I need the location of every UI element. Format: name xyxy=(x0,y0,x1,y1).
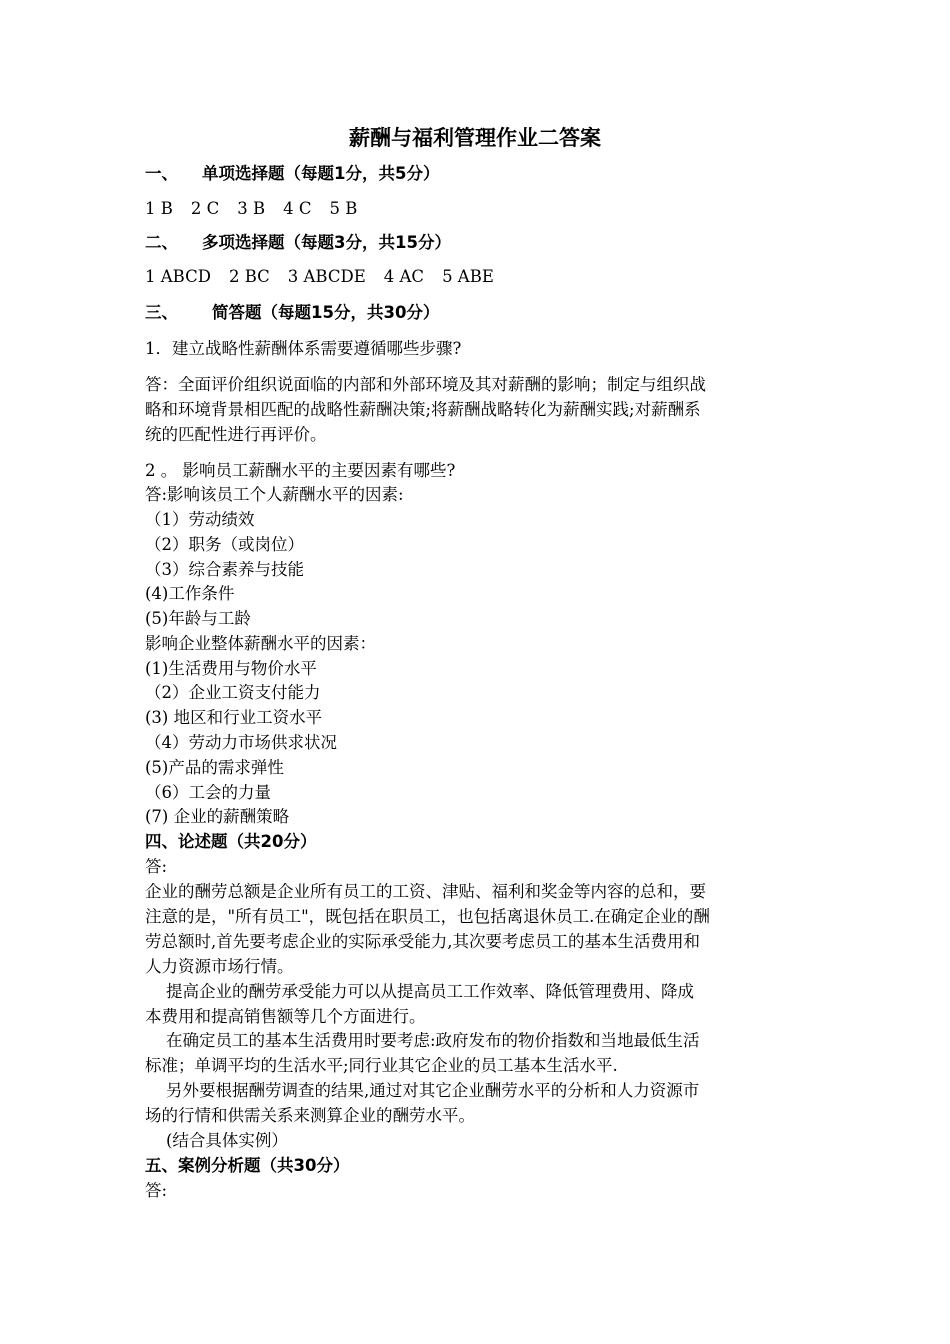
section-1-heading xyxy=(145,163,439,185)
essay-line: (结合具体实例） xyxy=(145,1131,288,1150)
essay-line: 在确定员工的基本生活费用时要考虑:政府发布的物价指数和当地最低生活 xyxy=(145,1031,700,1050)
answer-item: 4 AC xyxy=(383,267,425,286)
section-2-heading xyxy=(145,232,451,254)
answer-item: 1 ABCD xyxy=(145,267,211,286)
answer-2-line: （2）企业工资支付能力 xyxy=(145,683,321,702)
essay-line: 注意的是，"所有员工"，既包括在职员工，也包括离退休员工.在确定企业的酬 xyxy=(145,907,710,926)
question-2: 2 。 影响员工薪酬水平的主要因素有哪些? xyxy=(145,461,456,480)
section-3-heading xyxy=(145,302,439,324)
answer-item: 5 B xyxy=(329,199,358,218)
answer-1-line: 统的匹配性进行再评价。 xyxy=(145,425,327,444)
answer-2-line: 影响企业整体薪酬水平的因素： xyxy=(145,634,376,653)
section-3-number: 三、 xyxy=(145,303,178,322)
essay-line: 答: xyxy=(145,857,168,876)
essay-line: 另外要根据酬劳调查的结果,通过对其它企业酬劳水平的分析和人力资源市 xyxy=(145,1081,700,1100)
answer-2-line: (1)生活费用与物价水平 xyxy=(145,659,317,678)
essay-line: 提高企业的酬劳承受能力可以从提高员工工作效率、降低管理费用、降成 xyxy=(145,982,694,1001)
essay-line: 人力资源市场行情。 xyxy=(145,957,294,976)
section-2-number: 二、 xyxy=(145,233,178,252)
section-1-number: 一、 xyxy=(145,164,178,183)
answer-2-line: （1）劳动绩效 xyxy=(145,510,255,529)
essay-line: 劳总额时,首先要考虑企业的实际承受能力,其次要考虑员工的基本生活费用和 xyxy=(145,932,700,951)
section-2-answers xyxy=(145,266,512,288)
section-3-title: 简答题（每题15分，共30分） xyxy=(212,303,440,322)
answer-2-line: （3）综合素养与技能 xyxy=(145,560,304,579)
section-4-heading: 四、论述题（共20分） xyxy=(145,832,317,851)
section-1-answers xyxy=(145,198,375,220)
answer-2-line: （2）职务（或岗位） xyxy=(145,535,304,554)
answer-item: 2 BC xyxy=(228,267,270,286)
essay-line: 标准；单调平均的生活水平;同行业其它企业的员工基本生活水平. xyxy=(145,1056,618,1075)
answer-item: 2 C xyxy=(190,199,220,218)
section-5-heading: 五、案例分析题（共30分） xyxy=(145,1156,350,1175)
answer-2-line: (5)年龄与工龄 xyxy=(145,609,251,628)
answer-2-line: (5)产品的需求弹性 xyxy=(145,758,284,777)
section-1-title: 单项选择题（每题1分，共5分） xyxy=(202,164,440,183)
answer-2-line: 答:影响该员工个人薪酬水平的因素: xyxy=(145,485,404,504)
answer-2-line: (7) 企业的薪酬策略 xyxy=(145,807,290,826)
answer-2-line: （6）工会的力量 xyxy=(145,783,271,802)
answer-2-line: (4)工作条件 xyxy=(145,584,235,603)
document-title: 薪酬与福利管理作业二答案 xyxy=(349,126,601,150)
answer-item: 3 ABCDE xyxy=(287,267,366,286)
essay-line: 本费用和提高销售额等几个方面进行。 xyxy=(145,1007,426,1026)
section-5-answer: 答: xyxy=(145,1181,168,1200)
answer-item: 4 C xyxy=(283,199,312,218)
answer-2-line: (3) 地区和行业工资水平 xyxy=(145,708,323,727)
answer-item: 5 ABE xyxy=(442,267,494,286)
section-2-title: 多项选择题（每题3分，共15分） xyxy=(202,233,451,252)
answer-1-line: 答：全面评价组织说面临的内部和外部环境及其对薪酬的影响；制定与组织战 xyxy=(145,375,706,394)
essay-line: 企业的酬劳总额是企业所有员工的工资、津贴、福利和奖金等内容的总和，要 xyxy=(145,882,706,901)
answer-1-line: 略和环境背景相匹配的战略性薪酬决策;将薪酬战略转化为薪酬实践;对薪酬系 xyxy=(145,400,701,419)
answer-2-line: （4）劳动力市场供求状况 xyxy=(145,733,337,752)
answer-item: 1 B xyxy=(145,199,173,218)
essay-line: 场的行情和供需关系来测算企业的酬劳水平。 xyxy=(145,1106,475,1125)
answer-item: 3 B xyxy=(237,199,266,218)
question-1: 1．建立战略性薪酬体系需要遵循哪些步骤? xyxy=(145,339,462,358)
